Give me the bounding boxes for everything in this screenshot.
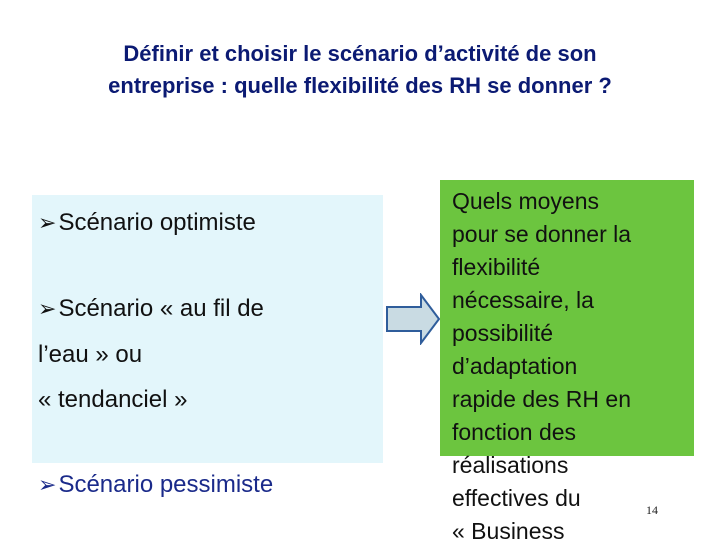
scenario-tendanciel	[38, 286, 368, 422]
scenario-tendanciel-line-1: Scénario « au fil de	[58, 295, 264, 322]
question-line: rapide des RH en	[452, 386, 631, 412]
slide-title	[20, 38, 700, 102]
question-line: nécessaire, la	[452, 287, 594, 313]
question-line: pour se donner la	[452, 221, 632, 247]
title-line-2: entreprise : quelle flexibilité des RH se donner ?	[108, 73, 612, 98]
question-line: effectives du	[452, 485, 581, 511]
right-arrow-icon	[385, 293, 441, 345]
arrow-bullet-icon: ➢	[38, 297, 57, 322]
scenario-tendanciel-line-3: « tendanciel »	[38, 386, 188, 413]
scenario-optimiste-label: Scénario optimiste	[58, 209, 256, 236]
question-line: « Business	[452, 518, 565, 540]
scenario-list	[38, 200, 368, 508]
page-number: 14	[646, 503, 658, 517]
question-line: Quels moyens	[452, 188, 600, 214]
question-line: réalisations	[452, 452, 569, 478]
scenario-tendanciel-line-2: l’eau » ou	[38, 341, 143, 368]
question-line: fonction des	[452, 419, 577, 445]
scenario-pessimiste	[38, 462, 368, 508]
scenario-optimiste	[38, 200, 368, 246]
question-line: possibilité	[452, 320, 553, 346]
question-text	[452, 185, 684, 540]
question-line: flexibilité	[452, 254, 541, 280]
scenario-pessimiste-label: Scénario pessimiste	[58, 471, 274, 498]
arrow-bullet-icon: ➢	[38, 473, 57, 498]
title-line-1: Définir et choisir le scénario d’activité de son	[123, 41, 597, 66]
arrow-bullet-icon: ➢	[38, 211, 57, 236]
question-line: d’adaptation	[452, 353, 578, 379]
